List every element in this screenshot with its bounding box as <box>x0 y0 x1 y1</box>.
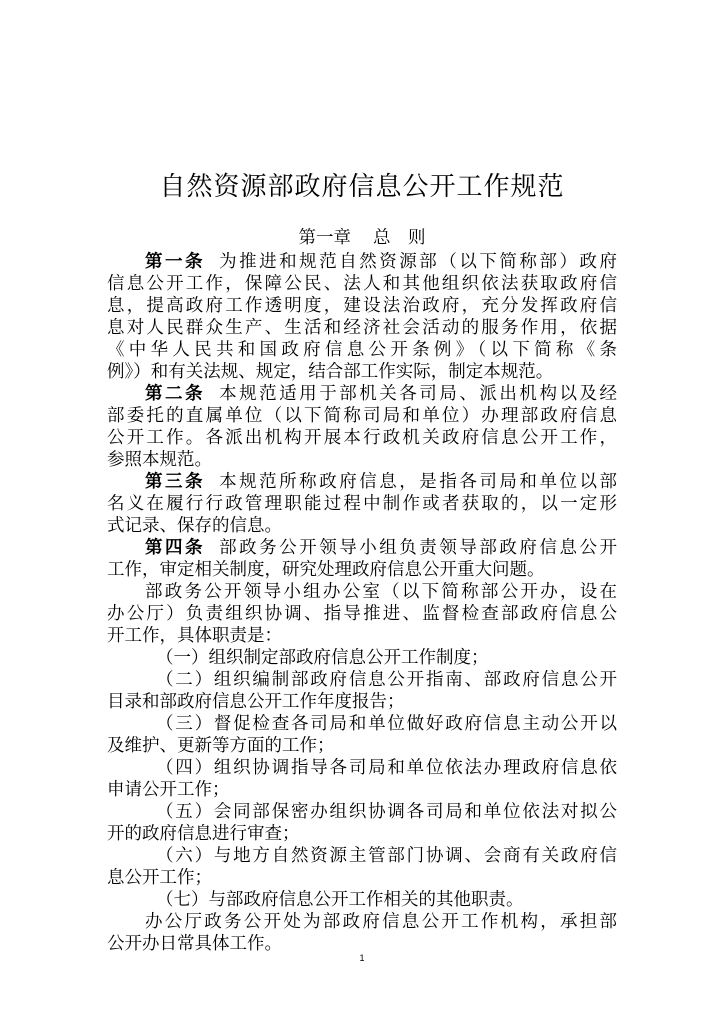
duty-item-3-cont: 及维护、更新等方面的工作； <box>107 736 335 756</box>
article-1-line <box>107 251 617 273</box>
duty-item-1: （一）组织制定部政府信息公开工作制度； <box>156 648 489 668</box>
chapter-name: 总 则 <box>373 228 426 248</box>
duty-item-4-cont: 申请公开工作； <box>107 780 230 800</box>
chapter-number: 第一章 <box>298 228 351 248</box>
paragraph-line: 开工作，具体职责是： <box>107 626 282 646</box>
article-3-line <box>107 471 617 493</box>
paragraph-line: 工作，审定相关制度，研究处理政府信息公开重大问题。 <box>107 560 545 580</box>
article-3-label: 第三条 <box>145 472 206 492</box>
duty-item-7: （七）与部政府信息公开工作相关的其他职责。 <box>156 890 524 910</box>
paragraph-line: 部政务公开领导小组办公室（以下简称部公开办，设在 <box>145 582 617 602</box>
article-4-line <box>107 537 617 559</box>
duty-item-3: （三）督促检查各司局和单位做好政府信息主动公开以 <box>156 714 617 734</box>
article-4-text: 部政务公开领导小组负责领导部政府信息公开 <box>219 538 617 558</box>
duty-item-5-cont: 开的政府信息进行审查； <box>107 824 300 844</box>
duty-item-6: （六）与地方自然资源主管部门协调、会商有关政府信 <box>156 846 617 866</box>
duty-item-2: （二）组织编制部政府信息公开指南、部政府信息公开 <box>156 670 617 690</box>
paragraph-line: 信息公开工作，保障公民、法人和其他组织依法获取政府信 <box>107 274 617 294</box>
article-2-text: 本规范适用于部机关各司局、派出机构以及经 <box>219 384 617 404</box>
paragraph-line: 办公厅）负责组织协调、指导推进、监督检查部政府信息公 <box>107 604 617 624</box>
page-number: 1 <box>359 953 365 963</box>
paragraph-line: 名义在履行行政管理职能过程中制作或者获取的，以一定形 <box>107 494 617 514</box>
article-2-line <box>107 383 617 405</box>
paragraph-line: 办公厅政务公开处为部政府信息公开工作机构，承担部 <box>145 912 617 932</box>
paragraph-line: 息对人民群众生产、生活和经济社会活动的服务作用，依据 <box>107 318 617 338</box>
article-4-label: 第四条 <box>145 538 206 558</box>
article-1-text: 为推进和规范自然资源部（以下简称部）政府 <box>219 252 617 272</box>
paragraph-line: 《中华人民共和国政府信息公开条例》（以下简称《条 <box>107 340 617 360</box>
paragraph-line: 部委托的直属单位（以下简称司局和单位）办理部政府信息 <box>107 406 617 426</box>
paragraph-line: 息，提高政府工作透明度，建设法治政府，充分发挥政府信 <box>107 296 617 316</box>
paragraph-line: 参照本规范。 <box>107 450 212 470</box>
duty-item-4: （四）组织协调指导各司局和单位依法办理政府信息依 <box>156 758 617 778</box>
duty-item-2-cont: 目录和部政府信息公开工作年度报告； <box>107 692 405 712</box>
paragraph-line: 公开办日常具体工作。 <box>107 934 282 954</box>
article-3-text: 本规范所称政府信息，是指各司局和单位以部 <box>219 472 617 492</box>
paragraph-line: 公开工作。各派出机构开展本行政机关政府信息公开工作， <box>107 428 617 448</box>
article-2-label: 第二条 <box>145 384 206 404</box>
duty-item-6-cont: 息公开工作； <box>107 868 212 888</box>
duty-item-5: （五）会同部保密办组织协调各司局和单位依法对拟公 <box>156 802 617 822</box>
chapter-heading <box>0 227 724 249</box>
paragraph-line: 例》）和有关法规、规定，结合部工作实际，制定本规范。 <box>107 362 554 382</box>
paragraph-line: 式记录、保存的信息。 <box>107 516 282 536</box>
article-1-label: 第一条 <box>145 252 206 272</box>
document-body <box>107 251 617 955</box>
document-title: 自然资源部政府信息公开工作规范 <box>159 172 565 202</box>
